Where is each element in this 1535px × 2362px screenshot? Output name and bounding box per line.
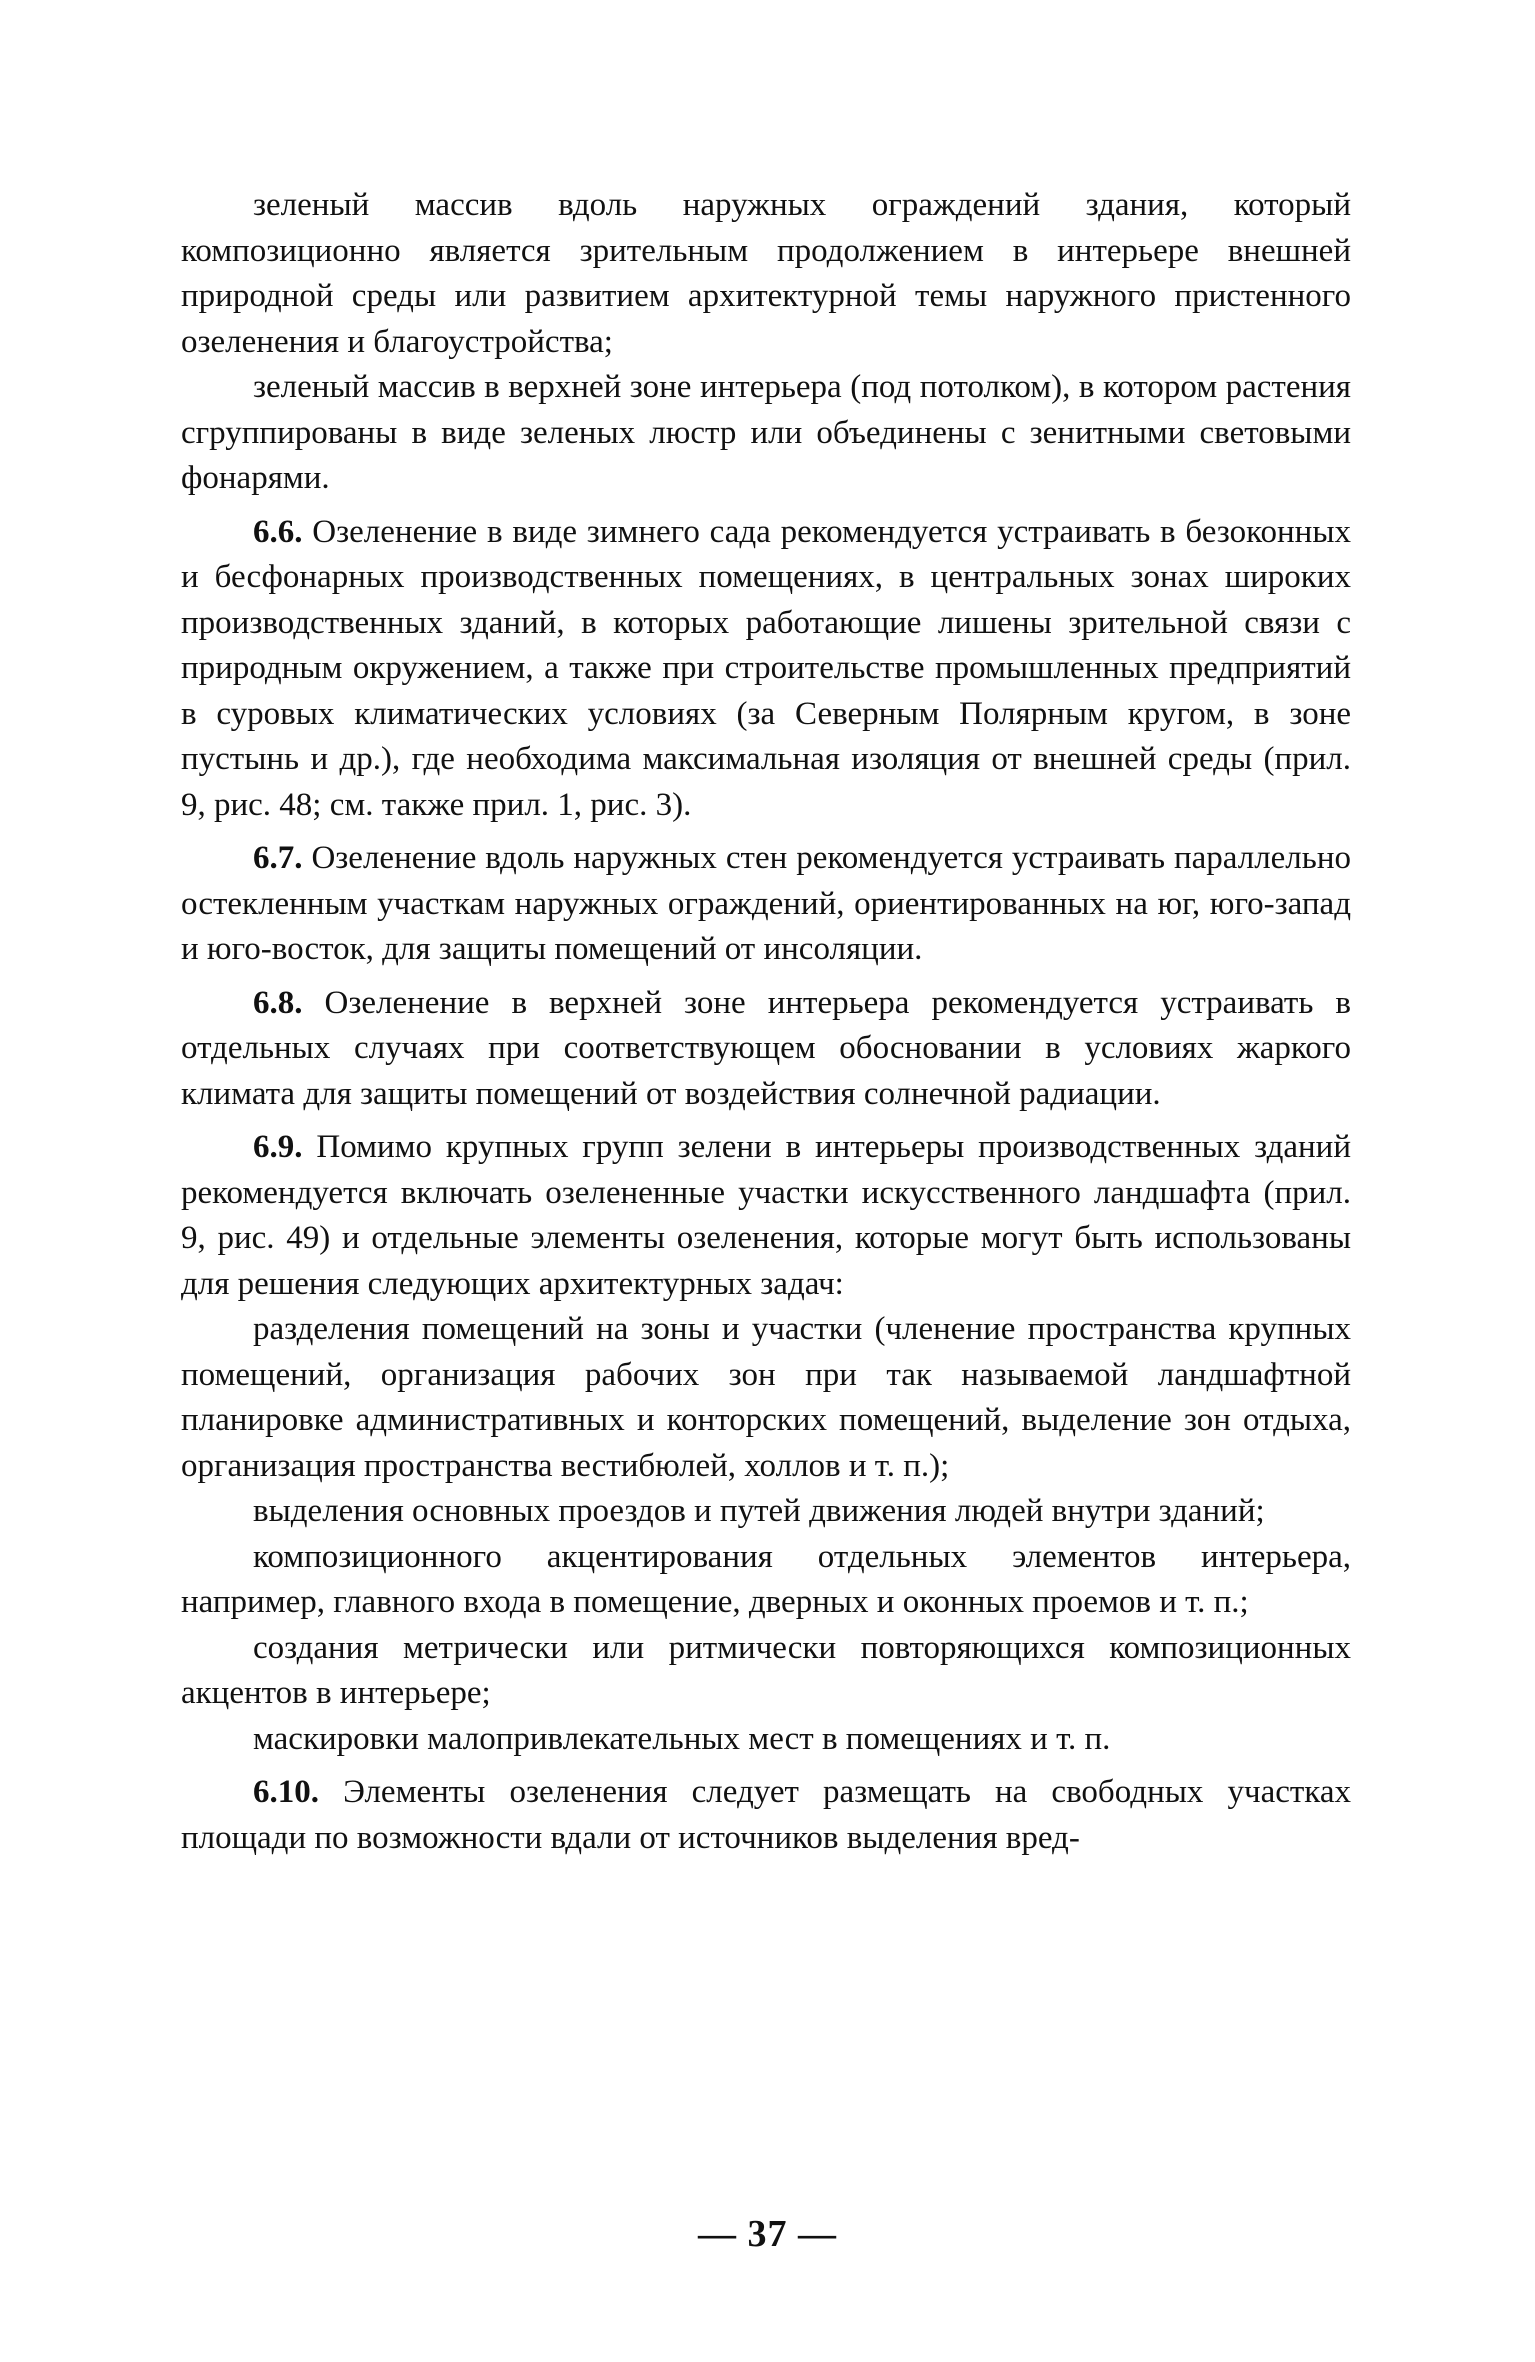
paragraph-text: Озеленение в верхней зоне интерьера рекомендуется устраивать в отдельных случаях при соответствующем обосновании в условиях жаркого климата для защиты помещений от воздействия солнечной радиации. xyxy=(181,984,1351,1112)
paragraph-text: Помимо крупных групп зелени в интерьеры производственных зданий рекомендуется включать озелененные участки искусственного ландшафта (прил. 9, рис. 49) и отдельные элементы озеленения, которые могут быть использованы для решения следующих архитектурных задач: xyxy=(181,1129,1351,1302)
paragraph xyxy=(181,365,1351,502)
paragraph xyxy=(181,183,1351,365)
paragraph-text: Озеленение вдоль наружных стен рекомендуется устраивать параллельно остекленным участкам наружных ограждений, ориентированных на юг, юго-запад и юго-восток, для защиты помещений от инсоляции. xyxy=(181,840,1351,967)
paragraph-text: создания метрически или ритмически повторяющихся композиционных акцентов в интерьере; xyxy=(181,1629,1351,1711)
paragraph xyxy=(181,1489,1351,1535)
paragraph xyxy=(181,981,1351,1118)
paragraph-text: выделения основных проездов и путей движения людей внутри зданий; xyxy=(253,1493,1265,1529)
paragraph-text: Озеленение в виде зимнего сада рекомендуется устраивать в безоконных и бесфонарных производственных помещениях, в центральных зонах широких производственных зданий, в которых работающие лишены зрительной связи с природным окружением, а также при строительстве промышленных предприятий в суровых климатических условиях (за Северным Полярным кругом, в зоне пустынь и др.), где необходима максимальная изоляция от внешней среды (прил. 9, рис. 48; см. также прил. 1, рис. 3). xyxy=(181,513,1351,823)
paragraph xyxy=(181,836,1351,973)
paragraph xyxy=(181,1626,1351,1717)
paragraph-text: композиционного акцентирования отдельных элементов интерьера, например, главного входа в помещение, дверных и оконных проемов и т. п.; xyxy=(181,1538,1351,1620)
paragraph-text: зеленый массив вдоль наружных ограждений здания, который композиционно является зрительным продолжением в интерьере внешней природной среды или развитием архитектурной темы наружного пристенного озеленения и благоустройства; xyxy=(181,187,1351,360)
paragraph-number: 6.9. xyxy=(253,1129,303,1165)
paragraph-number: 6.7. xyxy=(253,840,303,876)
paragraph-text: зеленый массив в верхней зоне интерьера (под потолком), в котором растения сгруппированы в виде зеленых люстр или объединены с зенитными световыми фонарями. xyxy=(181,369,1351,496)
body-text xyxy=(181,183,1351,1861)
paragraph-text: разделения помещений на зоны и участки (членение пространства крупных помещений, организация рабочих зон при так называемой ландшафтной планировке административных и конторских помещений, выделение зон отдыха, организация пространства вестибюлей, холлов и т. п.); xyxy=(181,1311,1351,1484)
paragraph-number: 6.10. xyxy=(253,1774,319,1810)
paragraph xyxy=(181,1307,1351,1489)
paragraph xyxy=(181,1535,1351,1626)
paragraph-text: маскировки малопривлекательных мест в помещениях и т. п. xyxy=(253,1720,1111,1757)
paragraph xyxy=(181,510,1351,829)
paragraph-text: Элементы озеленения следует размещать на свободных участках площади по возможности вдали от источников выделения вред- xyxy=(181,1774,1351,1856)
paragraph-number: 6.6. xyxy=(253,513,303,550)
page-number: — 37 — xyxy=(698,2213,837,2255)
paragraph xyxy=(181,1125,1351,1307)
paragraph xyxy=(181,1770,1351,1861)
paragraph xyxy=(181,1717,1351,1763)
paragraph-number: 6.8. xyxy=(253,984,303,1021)
